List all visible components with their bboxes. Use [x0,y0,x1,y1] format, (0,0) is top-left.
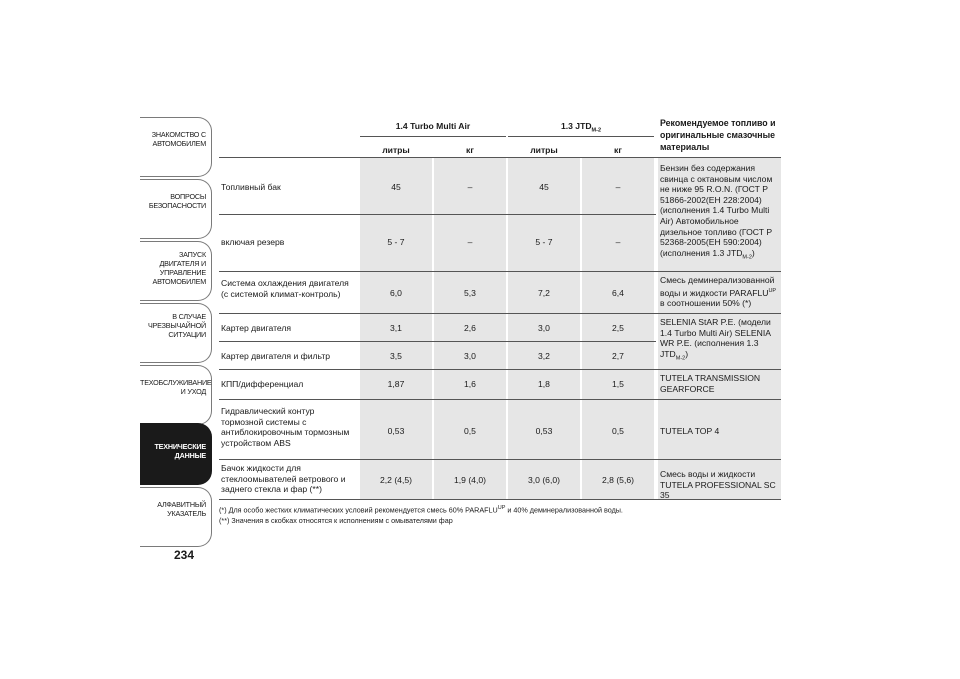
nav-tab-intro[interactable]: ЗНАКОМСТВО С АВТОМОБИЛЕМ [140,117,212,177]
table-cell: 1,9 (4,0) [453,475,486,485]
table-cell: 1,5 [612,379,624,389]
unit-kg-1: кг [466,145,474,155]
table-cell: 3,0 [538,323,550,333]
unit-liters-2: литры [530,145,558,155]
table-cell: 2,2 (4,5) [379,475,412,485]
table-cell: 5,3 [464,288,476,298]
table-cell: 1,87 [387,379,405,389]
table-cell: 6,0 [390,288,402,298]
row-line [219,341,656,342]
row-label-cooling: Система охлаждения двигателя (с системой климат-контроль) [221,278,349,299]
rec-oil: SELENIA StAR P.E. (модели 1.4 Turbo Multi Air) SELENIA WR P.E. (исполнения 1.3 $JTD_{M-2}$) [660,317,771,362]
nav-tab-tech-data[interactable]: ТЕХНИЧЕСКИЕ ДАННЫЕ [140,423,212,485]
row-label-engine-sump: Картер двигателя [221,323,292,333]
table-cell: 45 [539,182,549,192]
table-cell: 2,6 [464,323,476,333]
rec-gear: TUTELA TRANSMISSION GEARFORCE [660,373,761,394]
table-cell: 0,5 [464,426,476,436]
rec-coolant: Смесь деминерализованной воды и жидкости $PARAFLU^{UP}$ в соотношении 50% (*) [660,275,777,309]
table-cell: 3,0 [464,351,476,361]
table-cell: 2,5 [612,323,624,333]
nav-tab-emergency[interactable]: В СЛУЧАЕ ЧРЕЗВЫЧАЙНОЙ СИТУАЦИИ [140,303,212,363]
table-cell: 2,7 [612,351,624,361]
capacities-table [219,117,781,500]
row-label-sump-filter: Картер двигателя и фильтр [221,351,331,361]
row-label-brakes: Гидравлический контур тормозной системы с антиблокировочным тормозным устройством ABS [221,406,350,448]
table-cell: 6,4 [612,288,624,298]
table-cell: 0,5 [612,426,624,436]
table-cell: – [467,237,473,247]
table-cell: 0,53 [535,426,553,436]
table-cell: 45 [391,182,401,192]
table-cell: 1,6 [464,379,476,389]
nav-tab-index[interactable]: АЛФАВИТНЫЙ УКАЗАТЕЛЬ [140,487,212,547]
recommended-header: Рекомендуемое топливо и оригинальные смазочные материалы [660,118,776,152]
row-line [219,399,781,400]
unit-kg-2: кг [614,145,622,155]
header-divider-2 [508,136,654,137]
footnote-2: (**) Значения в скобках относятся к исполнениям с омывателями фар [219,516,453,525]
table-cell: 2,8 (5,6) [601,475,634,485]
row-line [219,459,781,460]
header-divider-1 [360,136,506,137]
table-cell: 1,8 [538,379,550,389]
row-label-reserve: включая резерв [221,237,285,247]
nav-tab-starting[interactable]: ЗАПУСК ДВИГАТЕЛЯ И УПРАВЛЕНИЕ АВТОМОБИЛЕМ [140,241,212,301]
unit-liters-1: литры [382,145,410,155]
table-cell: 3,5 [390,351,402,361]
rec-brake: TUTELA TOP 4 [660,426,720,436]
rec-washer: Смесь воды и жидкости TUTELA PROFESSIONAL SC 35 [660,469,776,501]
row-label-fuel-tank: Топливный бак [221,182,281,192]
table-cell: 5 - 7 [387,237,405,247]
table-cell: 3,2 [538,351,550,361]
table-cell: 3,0 (6,0) [527,475,560,485]
row-label-gearbox: КПП/дифференциал [221,379,304,389]
nav-tab-safety[interactable]: ВОПРОСЫ БЕЗОПАСНОСТИ [140,179,212,239]
table-cell: 0,53 [387,426,405,436]
engine1-header: 1.4 Turbo Multi Air [395,121,471,131]
page-number: 234 [174,548,195,562]
engine2-header: 1.3 $JTD_{M-2}$ [560,121,602,134]
nav-tab-maintenance[interactable]: ТЕХОБСЛУЖИВАНИЕ И УХОД [140,365,212,425]
footnote-1: (*) Для особо жестких климатических условий рекомендуется смесь 60% $PARAFLU^{UP}$ и 40% деминерализованной воды. [219,505,623,515]
rec-fuel: Бензин без содержания свинца с октановым числом не ниже 95 R.O.N. (ГОСТ Р 51866-2002(EH 228:2004) (исполнения 1.4 Turbo Multi Air) Автомобильное дизельное топливо (ГОСТ Р 52368-2005(EH 590:2004) (исполнения 1.3 $JTD_{M-2}$) [660,163,773,261]
table-cell: – [615,182,621,192]
table-cell: – [615,237,621,247]
row-line [219,369,781,370]
table-cell: 3,1 [390,323,402,333]
row-label-washer: Бачок жидкости для стеклоомывателей ветрового и заднего стекла и фар (**) [221,463,346,495]
row-line [219,271,781,272]
table-cell: – [467,182,473,192]
table-cell: 7,2 [538,288,550,298]
table-cell: 5 - 7 [535,237,553,247]
row-line [219,313,781,314]
row-line [219,214,656,215]
